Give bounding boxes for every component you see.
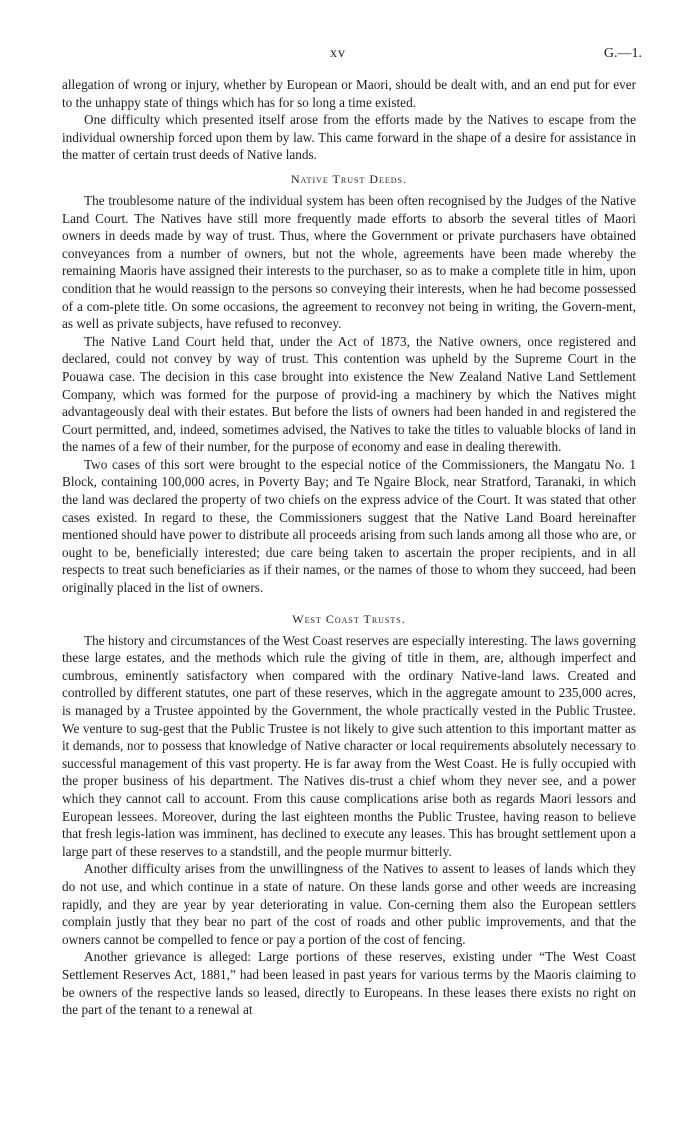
paragraph: Another grievance is alleged: Large portions of these reserves, existing under “The West Coast Settlement Reserves Act, 1881,” had been leased in past years for various terms by the Maoris claiming to be owners of the respective lands so leased, directly to Europeans. In these leases there exists no right on the part of the tenant to a renewal at: [62, 949, 636, 1018]
paragraph: One difficulty which presented itself arose from the efforts made by the Natives to escape from the individual ownership forced upon them by law. This came forward in the shape of a desire for assistance in the matter of certain trust deeds of Native lands.: [62, 112, 636, 163]
paragraph-continuation: allegation of wrong or injury, whether by European or Maori, should be dealt with, and an end put for ever to the unhappy state of things which has for so long a time existed.: [62, 77, 636, 110]
document-body: [62, 76, 636, 1019]
paragraph: The Native Land Court held that, under the Act of 1873, the Native owners, once registered and declared, could not convey by way of trust. This contention was upheld by the Supreme Court in the Pouawa case. The decision in this case brought into existence the New Zealand Native Land Settlement Company, which was formed for the purpose of provid-ing a machinery by which the Natives might advantageously deal with their estates. But before the lists of owners had been handed in and registered the Court permitted, and, indeed, sometimes advised, the Natives to take the titles to valuable blocks of land in the names of a few of their number, for the purpose of economy and ease in dealing therewith.: [62, 333, 636, 455]
paragraph: Two cases of this sort were brought to the especial notice of the Commissioners, the Mangatu No. 1 Block, containing 100,000 acres, in Poverty Bay; and Te Ngaire Block, near Stratford, Taranaki, in which the land was declared the property of two chiefs on the express advice of the Court. It was stated that other cases existed. In regard to these, the Commissioners suggest that the Native Land Board hereinafter mentioned should have power to distribute all proceeds arising from such lands among all those who are, or ought to be, beneficially interested; due care being taken to ascertain the proper recipients, and in all respects to treat such beneficiaries as if their names, or the names of those to whom they succeed, had been originally placed in the list of owners.: [62, 456, 636, 596]
paragraph: The troublesome nature of the individual system has been often recognised by the Judges of the Native Land Court. The Natives have still more frequently made efforts to absorb the several titles of Maori owners in deeds made by way of trust. Thus, where the Government or private purchasers have obtained conveyances from a number of owners, but not the whole, agreements have been made whereby the remaining Maoris have assigned their interests to the purchaser, so as to make a complete title in him, upon condition that he would reassign to the persons so conveying their interests, when he had become possessed of a com-plete title. On some occasions, the agreement to reconvey not being in writing, the Govern-ment, as well as private subjects, have refused to reconvey.: [62, 192, 636, 332]
paragraph: Another difficulty arises from the unwillingness of the Natives to assent to leases of lands which they do not use, and which continue in a state of nature. On these lands gorse and other weeds are increasing rapidly, and they are year by year deteriorating in value. Con-cerning them also the European settlers complain justly that they bear no part of the cost of roads and other public improvements, and that the owners cannot be compelled to fence or pay a portion of the cost of fencing.: [62, 861, 636, 947]
page-number: xv: [330, 46, 346, 61]
section-heading-native-trust-deeds: Native Trust Deeds.: [291, 171, 407, 186]
page-header: [0, 46, 700, 66]
document-reference: G.—1.: [603, 46, 642, 61]
paragraph: The history and circumstances of the West Coast reserves are especially interesting. The laws governing these large estates, and the methods which rule the giving of title in them, are, although imperfect and cumbrous, eminently satisfactory when compared with the ordinary Native-land laws. Created and controlled by different statutes, one part of these reserves, which in the aggregate amount to 235,000 acres, is managed by a Trustee appointed by the Government, the whole practically vested in the Public Trustee. We venture to sug-gest that the Public Trustee is not likely to give such attention to this important matter as it demands, nor to possess that knowledge of Native character or local requirements absolutely necessary to successful management of this vast property. He is far away from the West Coast. He is fully occupied with the proper business of his department. The Natives dis-trust a chief whom they never see, and a power which they cannot call to account. From this cause complications arise both as regards Maori lessors and European lessees. Moreover, during the last eighteen months the Public Trustee, having reason to believe that fresh legis-lation was imminent, has declined to execute any leases. This has brought settlement upon a large part of these reserves to a standstill, and the people murmur bitterly.: [62, 632, 636, 859]
section-heading-west-coast-trusts: West Coast Trusts.: [292, 611, 406, 626]
